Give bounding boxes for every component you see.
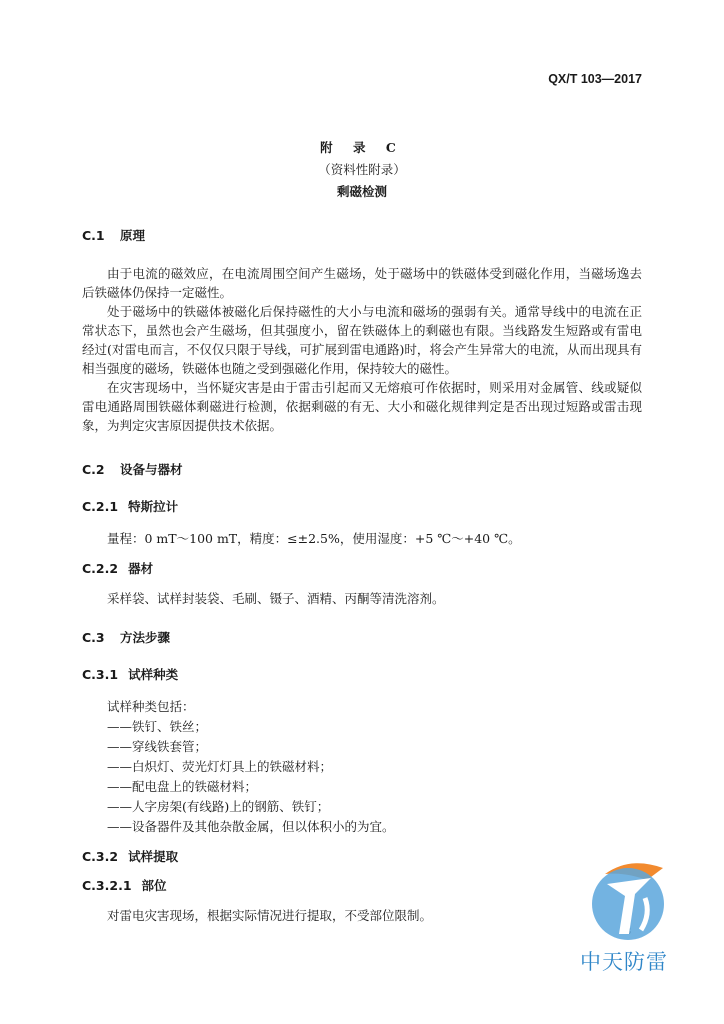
list-item: ——配电盘上的铁磁材料；: [107, 779, 258, 794]
sample-types-intro: 试样种类包括：: [107, 699, 195, 714]
heading-c1: [82, 226, 145, 244]
heading-text: 原理: [120, 228, 146, 243]
heading-number: C.3: [82, 630, 105, 645]
heading-c22: [82, 559, 153, 577]
heading-text: 设备与器材: [120, 462, 183, 477]
heading-text: 特斯拉计: [128, 499, 179, 514]
appendix-topic: 剩磁检测: [336, 184, 387, 199]
list-item: ——白炽灯、荧光灯灯具上的铁磁材料；: [107, 759, 333, 774]
heading-text: 试样种类: [128, 667, 179, 682]
heading-c21: [82, 497, 178, 515]
paragraph-principle-1: 由于电流的磁效应，在电流周围空间产生磁场，处于磁场中的铁磁体受到磁化作用，当磁场逸去后铁磁体仍保持一定磁性。: [82, 266, 642, 300]
heading-text: 方法步骤: [120, 630, 171, 645]
paragraph-principle-2: 处于磁场中的铁磁体被磁化后保持磁性的大小与电流和磁场的强弱有关。通常导线中的电流在正常状态下，虽然也会产生磁场，但其强度小，留在铁磁体上的剩磁也有限。当线路发生短路或有雷电经过(对雷电而言，不仅仅只限于导线，可扩展到雷电通路)时，将会产生异常大的电流，从而出现具有相当强度的磁场，铁磁体也随之受到强磁化作用，保持较大的磁性。: [82, 304, 642, 376]
heading-c31: [82, 665, 178, 683]
heading-number: C.2: [82, 462, 105, 477]
heading-c2: [82, 460, 183, 478]
heading-number: C.3.1: [82, 667, 119, 682]
company-logo-icon: [585, 854, 675, 944]
equipment-list: 采样袋、试样封装袋、毛刷、镊子、酒精、丙酮等清洗溶剂。: [107, 591, 445, 606]
heading-number: C.2.1: [82, 499, 119, 514]
heading-number: C.2.2: [82, 561, 119, 576]
appendix-title: 附 录 C: [320, 140, 404, 155]
paragraph-principle-3: 在灾害现场中，当怀疑灾害是由于雷击引起而又无熔痕可作依据时，则采用对金属管、线或疑似雷电通路周围铁磁体剩磁进行检测，依据剩磁的有无、大小和磁化规律判定是否出现过短路或雷击现象，为判定灾害原因提供技术依据。: [82, 380, 642, 433]
appendix-subtitle: （资料性附录）: [318, 162, 406, 177]
heading-text: 器材: [128, 561, 154, 576]
list-item: ——铁钉、铁丝；: [107, 719, 208, 734]
heading-number: C.1: [82, 228, 105, 243]
heading-c3: [82, 628, 170, 646]
heading-number: C.3.2.1: [82, 878, 132, 893]
list-item: ——穿线铁套管；: [107, 739, 208, 754]
heading-c321: [82, 876, 167, 894]
location-text: 对雷电灾害现场，根据实际情况进行提取，不受部位限制。: [107, 908, 433, 923]
heading-c32: [82, 847, 178, 865]
tesla-meter-spec: 量程：0 mT～100 mT，精度：≤±2.5%，使用湿度：+5 ℃～+40 ℃。: [107, 531, 521, 546]
heading-text: 部位: [141, 878, 167, 893]
heading-number: C.3.2: [82, 849, 119, 864]
heading-text: 试样提取: [128, 849, 179, 864]
watermark-text: 中天防雷: [580, 950, 668, 974]
list-item: ——设备器件及其他杂散金属，但以体积小的为宜。: [107, 819, 395, 834]
document-code: QX/T 103—2017: [548, 72, 642, 86]
list-item: ——人字房架(有线路)上的钢筋、铁钉；: [107, 799, 330, 814]
